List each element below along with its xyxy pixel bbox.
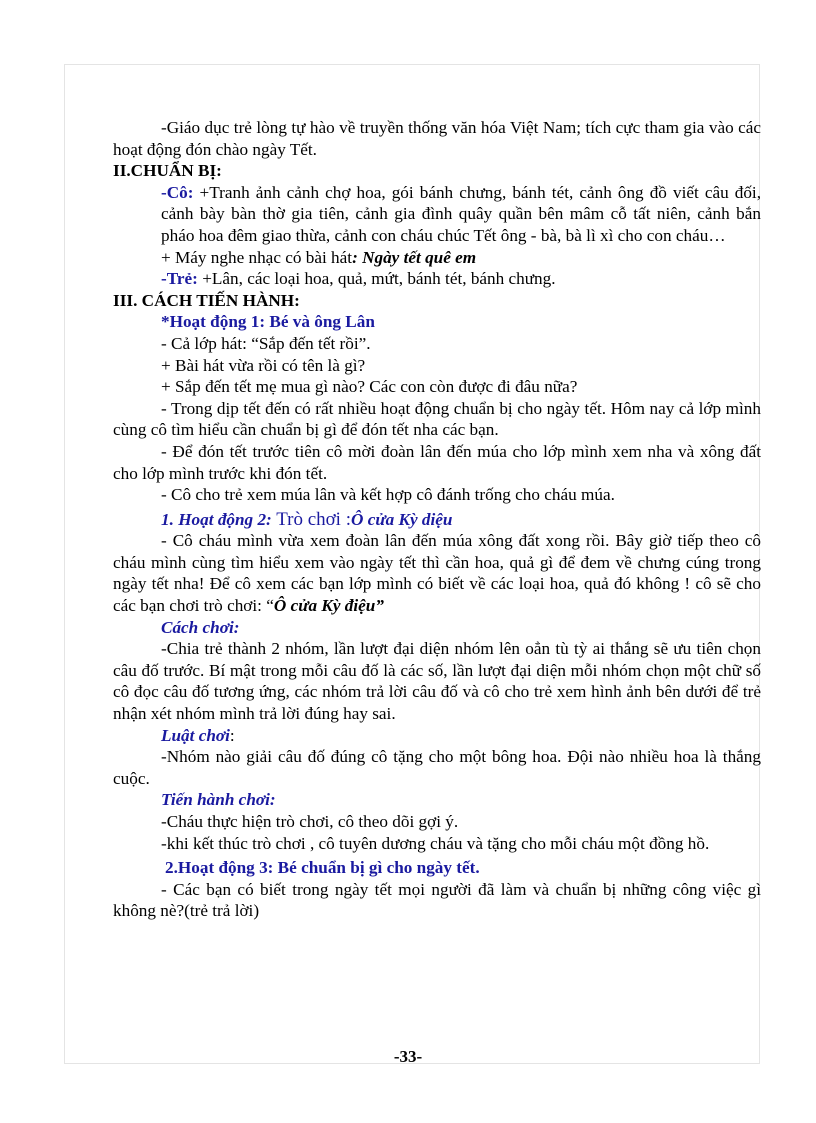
music-player-line bbox=[113, 247, 761, 269]
paragraph: -khi kết thúc trò chơi , cô tuyên dương cháu và tặng cho mỗi cháu một đồng hồ. bbox=[161, 833, 710, 853]
activity-2-game-label: Trò chơi : bbox=[271, 508, 351, 530]
activity-2-heading bbox=[113, 509, 761, 531]
teacher-label: -Cô: bbox=[161, 182, 194, 202]
activity-2-game-name: Ô cửa Kỳ diệu bbox=[351, 509, 453, 529]
paragraph bbox=[113, 530, 761, 616]
paragraph: -Cháu thực hiện trò chơi, cô theo dõi gợi ý. bbox=[161, 812, 459, 831]
music-player-text: + Máy nghe nhạc có bài hát bbox=[161, 247, 353, 267]
activity-1-heading: *Hoạt động 1: Bé và ông Lân bbox=[161, 312, 375, 332]
playing-heading: Tiến hành chơi: bbox=[161, 790, 276, 810]
paragraph-text: - Cô cháu mình vừa xem đoàn lân đến múa xông đất xong rồi. Bây giờ tiếp theo cô cháu mình cùng tìm hiểu xem vào ngày tết thì cần hoa, quả gì để đem về chưng cúng trong ngày tết nha! Để cô xem các bạn lớp mình có biết về các loại hoa, quả đó không ! cô sẽ cho các bạn chơi trò chơi: “ bbox=[113, 531, 761, 616]
child-materials bbox=[113, 268, 761, 290]
goal-paragraph: -Giáo dục trẻ lòng tự hào về truyền thống văn hóa Việt Nam; tích cực tham gia vào các hoạt động đón chào ngày Tết. bbox=[113, 118, 761, 159]
song-title: : Ngày tết quê em bbox=[352, 247, 477, 267]
paragraph: + Bài hát vừa rồi có tên là gì? bbox=[161, 355, 366, 375]
rules-colon: : bbox=[229, 725, 235, 745]
rules-heading bbox=[113, 725, 761, 747]
paragraph: - Cô cho trẻ xem múa lân và kết hợp cô đánh trống cho cháu múa. bbox=[161, 485, 615, 505]
paragraph: -Chia trẻ thành 2 nhóm, lần lượt đại diện nhóm lên oẳn tù tỳ ai thắng sẽ ưu tiên chọn câu đố trước. Bí mật trong mỗi câu đố là các số, lần lượt đại diện mỗi nhóm chọn một chữ số cô đọc câu đố tương ứng, các nhóm trả lời câu đố và cô cho trẻ xem hình ảnh bên dưới để trẻ nhận xét nhóm mình trả lời đúng hay sai. bbox=[113, 639, 761, 724]
paragraph: - Cả lớp hát: “Sắp đến tết rồi”. bbox=[161, 333, 371, 353]
document-body bbox=[113, 117, 761, 922]
page-number: -33- bbox=[393, 1047, 423, 1066]
paragraph: + Sắp đến tết mẹ mua gì nào? Các con còn được đi đâu nữa? bbox=[161, 377, 578, 397]
child-label: -Trẻ: bbox=[161, 269, 198, 289]
activity-2-number: 1. Hoạt động 2: bbox=[161, 509, 272, 529]
teacher-materials bbox=[113, 182, 761, 247]
paragraph: - Trong dịp tết đến có rất nhiều hoạt động chuẩn bị cho ngày tết. Hôm nay cả lớp mình cùng cô tìm hiểu cần chuẩn bị gì để đón tết nha các bạn. bbox=[113, 398, 761, 440]
paragraph: - Các bạn có biết trong ngày tết mọi người đã làm và chuẩn bị những công việc gì không nè?(trẻ trả lời) bbox=[113, 879, 761, 921]
teacher-materials-text: +Tranh ảnh cảnh chợ hoa, gói bánh chưng, bánh tét, cảnh ông đồ viết câu đối, cảnh bày bàn thờ gia tiên, cảnh gia đình quây quần bên mâm cỗ tất niên, cảnh bắn pháo hoa đêm giao thừa, cảnh con cháu chúc Tết ông - bà, bà lì xì cho con cháu… bbox=[161, 182, 761, 245]
how-to-play-heading: Cách chơi: bbox=[161, 617, 240, 637]
activity-3-heading: 2.Hoạt động 3: Bé chuẩn bị gì cho ngày tết. bbox=[165, 858, 480, 878]
section-heading-preparation: II.CHUẨN BỊ: bbox=[113, 161, 222, 181]
paragraph: - Để đón tết trước tiên cô mời đoàn lân đến múa cho lớp mình xem nha và xông đất cho lớp mình trước khi đón tết. bbox=[113, 441, 761, 483]
paragraph: -Nhóm nào giải câu đố đúng cô tặng cho một bông hoa. Đội nào nhiều hoa là thắng cuộc. bbox=[113, 747, 761, 788]
game-name: Ô cửa Kỳ điệu” bbox=[273, 596, 384, 616]
rules-label: Luật chơi bbox=[161, 725, 230, 745]
child-materials-text: +Lân, các loại hoa, quả, mứt, bánh tét, bánh chưng. bbox=[197, 269, 556, 289]
section-heading-procedure: III. CÁCH TIẾN HÀNH: bbox=[113, 290, 300, 310]
